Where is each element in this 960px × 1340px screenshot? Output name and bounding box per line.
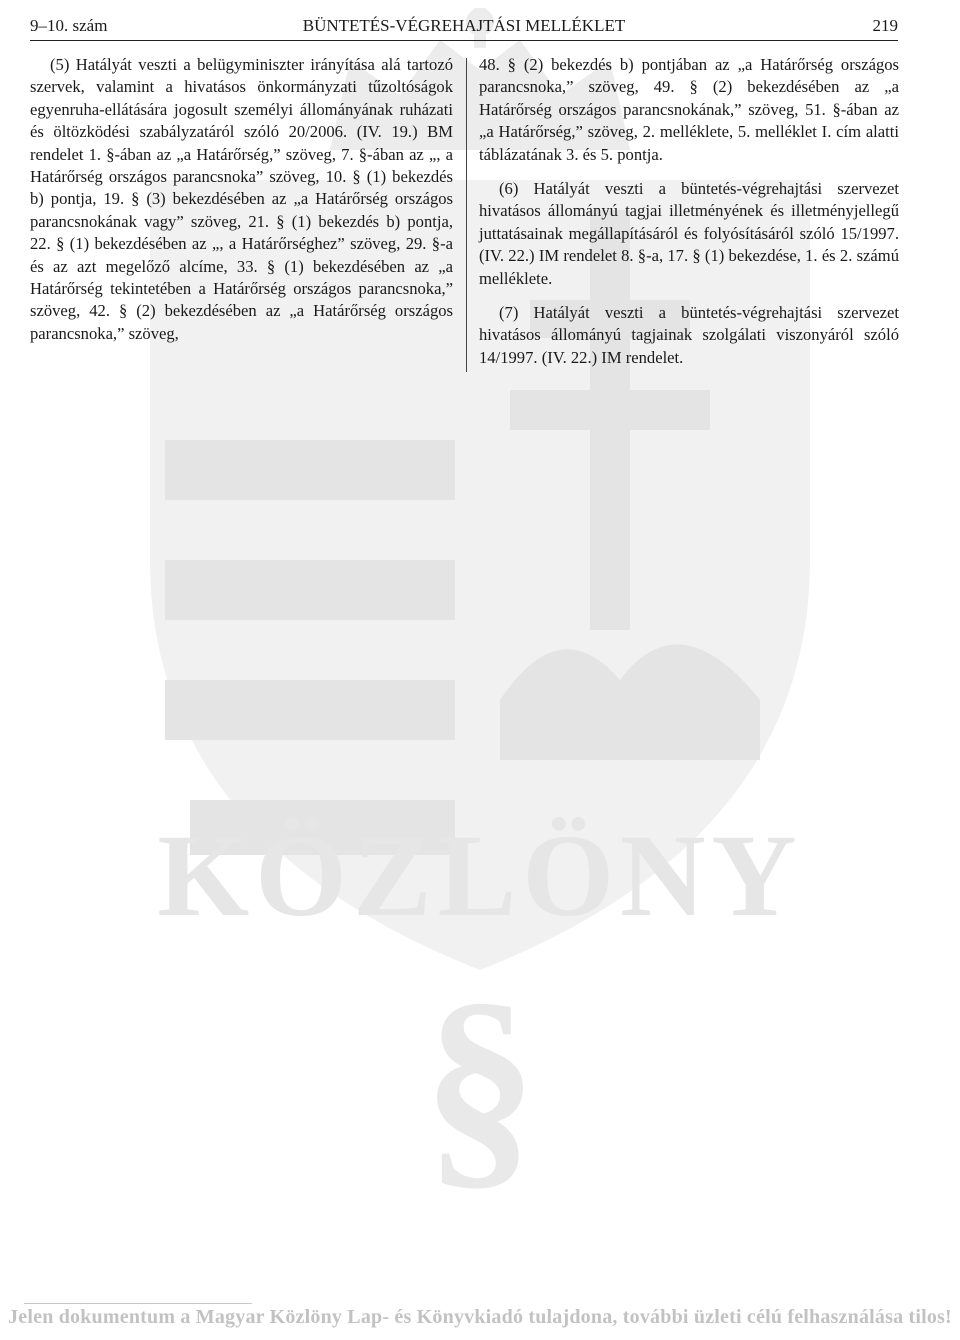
page-header	[30, 14, 898, 41]
issue-number: 9–10. szám	[30, 16, 108, 35]
footer-rule	[24, 1303, 252, 1304]
column-divider	[466, 58, 467, 372]
paragraph-5: (5) Hatályát veszti a belügyminiszter irányítása alá tartozó szervek, valamint a hivatásos önkormányzati tűzoltóságok egyenruha-ellátására jogosult személyi állományának ruházati és öltözködési szabályzatáról szóló 20/2006. (IV. 19.) BM rendelet 1. §-ában az „a Határőrség,” szöveg, 7. §-ában az „, a Határőrség országos parancsnoka” szöveg, 10. § (1) bekezdés b) pontja, 19. § (3) bekezdésében az „a Határőrség országos parancsnokának vagy” szöveg, 21. § (1) bekezdés b) pontja, 22. § (1) bekezdésében az „, a Határőrséghez” szöveg, 29. §-a és az azt megelőző alcíme, 33. § (1) bekezdésében az „a Határőrség tekintetében a Határőrség országos parancsnoka,” szöveg, 42. § (2) bekezdésében az „a Határőrség országos parancsnoka,” szöveg,	[30, 55, 453, 343]
page-number: 219	[872, 16, 898, 35]
publication-title: BÜNTETÉS-VÉGREHAJTÁSI MELLÉKLET	[302, 16, 626, 35]
right-column	[479, 54, 899, 381]
paragraph-6: (6) Hatályát veszti a büntetés-végrehajtási szervezet hivatásos állományú tagjai illetményének és illetményjellegű juttatásainak megállapításáról és folyósításáról szóló 15/1997. (IV. 22.) IM rendelet 8. §-a, 17. § (1) bekezdése, 1. és 2. számú melléklete.	[479, 179, 899, 288]
footer-notice: Jelen dokumentum a Magyar Közlöny Lap- és Könyvkiadó tulajdona, további üzleti célú felhasználása tilos!	[8, 1306, 952, 1328]
watermark-paragraph-symbol: §	[422, 955, 538, 1210]
watermark-kozlony-text: KÖZLÖNY	[157, 810, 803, 941]
paragraph-5-continued: 48. § (2) bekezdés b) pontjában az „a Határőrség országos parancsnoka,” szöveg, 49. § (2) bekezdésében az „a Határőrség országos parancsnokának,” szöveg, 51. §-ában az „a Határőrség,” szöveg, 2. melléklete, 5. melléklet I. cím alatti táblázatának 3. és 5. pontja.	[479, 55, 899, 164]
paragraph-7: (7) Hatályát veszti a büntetés-végrehajtási szervezet hivatásos állományú tagjainak szolgálati viszonyáról szóló 14/1997. (IV. 22.) IM rendelet.	[479, 303, 899, 367]
left-column	[30, 54, 453, 357]
